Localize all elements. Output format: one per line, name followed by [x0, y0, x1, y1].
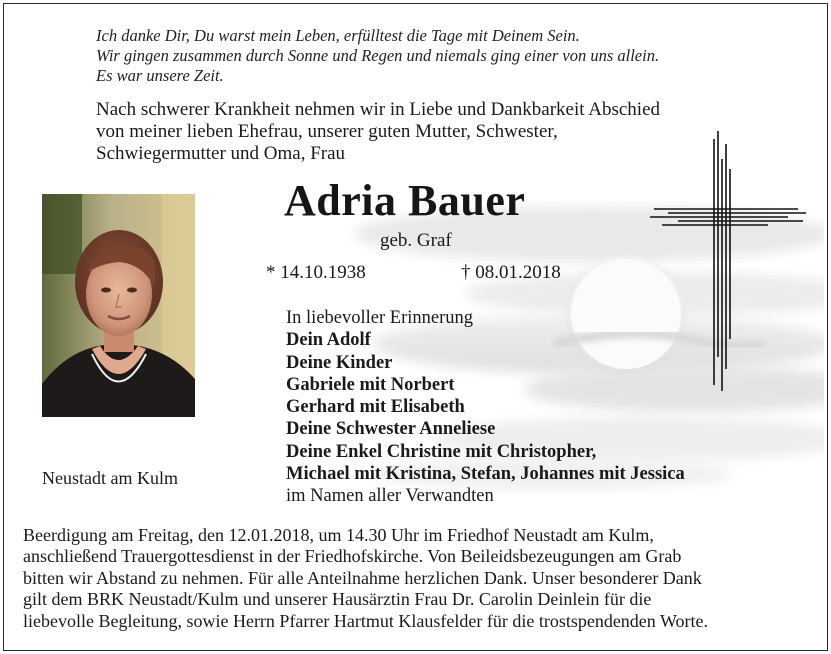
maiden-name: geb. Graf	[380, 230, 452, 251]
portrait-photo	[42, 194, 195, 417]
closing-line: gilt dem BRK Neustadt/Kulm und unserer Hausärztin Frau Dr. Carolin Deinlein für die	[23, 589, 652, 610]
mourner-line: Dein Adolf	[286, 330, 371, 351]
intro-line: Nach schwerer Krankheit nehmen wir in Liebe und Dankbarkeit Abschied	[96, 99, 660, 120]
intro-text	[96, 99, 660, 165]
mourners-outro: im Namen aller Verwandten	[286, 486, 494, 507]
closing-line: Beerdigung am Freitag, den 12.01.2018, um 14.30 Uhr im Friedhof Neustadt am Kulm,	[23, 525, 654, 545]
poem-line: Wir gingen zusammen durch Sonne und Regen und niemals ging einer von uns allein.	[96, 46, 660, 65]
cross-icon	[648, 129, 808, 391]
birth-date: * 14.10.1938	[266, 262, 366, 283]
deceased-name: Adria Bauer	[284, 176, 526, 225]
poem	[96, 26, 659, 86]
mourners-intro: In liebevoller Erinnerung	[286, 308, 473, 328]
closing-line: liebevolle Begleitung, sowie Herrn Pfarrer Hartmut Klausfelder für die trostspendenden Worte.	[23, 610, 709, 631]
mourners-list	[286, 307, 685, 508]
closing-line: anschließend Trauergottesdienst in der Friedhofskirche. Von Beileidsbezeugungen am Grab	[23, 546, 682, 567]
mourner-line: Deine Schwester Anneliese	[286, 419, 496, 440]
poem-line: Es war unsere Zeit.	[96, 66, 224, 85]
mourner-line: Michael mit Kristina, Stefan, Johannes mit Jessica	[286, 464, 685, 485]
intro-line: Schwiegermutter und Oma, Frau	[96, 143, 346, 164]
mourner-line: Gabriele mit Norbert	[286, 374, 455, 395]
place-name: Neustadt am Kulm	[42, 468, 178, 488]
poem-line: Ich danke Dir, Du warst mein Leben, erfülltest die Tage mit Deinem Sein.	[96, 26, 580, 45]
closing-text	[23, 525, 708, 632]
mourner-line: Deine Enkel Christine mit Christopher,	[286, 441, 597, 462]
mourner-line: Deine Kinder	[286, 352, 393, 373]
obituary-card	[3, 3, 828, 651]
mourner-line: Gerhard mit Elisabeth	[286, 397, 465, 418]
intro-line: von meiner lieben Ehefrau, unserer guten Mutter, Schwester,	[96, 121, 558, 142]
closing-line: bitten wir Abstand zu nehmen. Für alle Anteilnahme herzlichen Dank. Unser besonderer Dank	[23, 567, 702, 588]
death-date: † 08.01.2018	[461, 262, 561, 283]
